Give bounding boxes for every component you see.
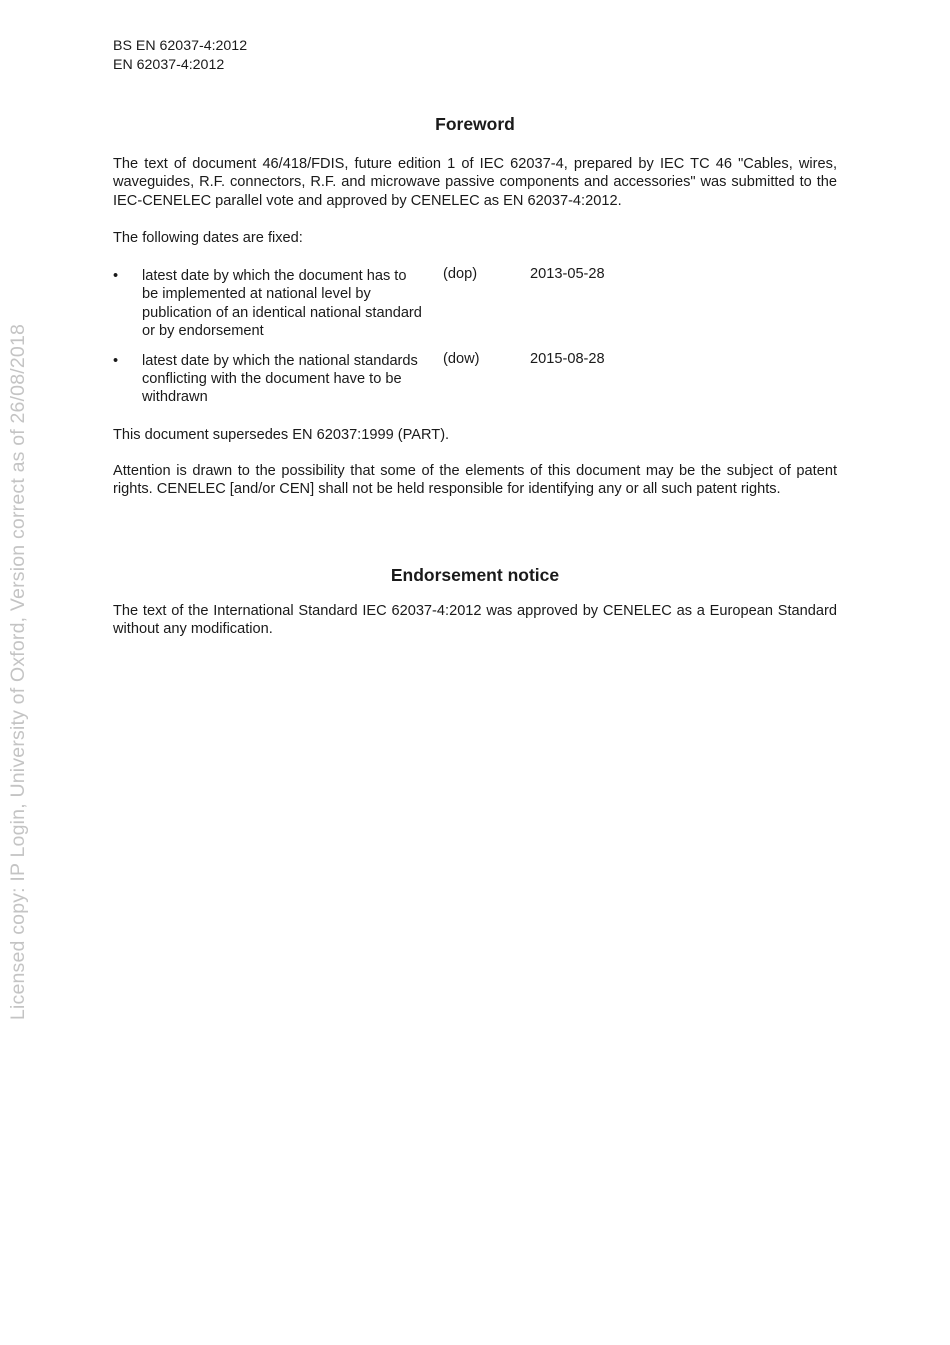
document-reference-header: [113, 37, 247, 75]
endorsement-notice-paragraph: The text of the International Standard IEC 62037-4:2012 was approved by CENELEC as a European Standard without any modification.: [113, 603, 837, 638]
date-code: (dow): [443, 350, 480, 367]
list-item: [113, 352, 837, 407]
foreword-intro-paragraph: The text of document 46/418/FDIS, future edition 1 of IEC 62037-4, prepared by IEC TC 46 "Cables, wires, waveguides, R.F. connectors, R.F. and microwave passive components and accessories" was submitted to the IEC-CENELEC parallel vote and approved by CENELEC as EN 62037-4:2012.: [113, 156, 837, 209]
supersedes-paragraph: This document supersedes EN 62037:1999 (PART).: [113, 427, 450, 443]
dates-intro-paragraph: The following dates are fixed:: [113, 230, 303, 246]
date-description: latest date by which the document has to be implemented at national level by publication of an identical national standard or by endorsement: [142, 268, 422, 340]
date-description: latest date by which the national standards conflicting with the document have to be withdrawn: [142, 352, 418, 406]
bullet-icon: •: [113, 352, 119, 369]
foreword-title: Foreword: [435, 114, 515, 134]
date-value: 2015-08-28: [530, 350, 605, 367]
endorsement-notice-title: Endorsement notice: [390, 565, 560, 585]
license-watermark: Licensed copy: IP Login, University of Oxford, Version correct as of 26/08/2018: [6, 323, 29, 1021]
dates-list: [113, 267, 837, 418]
date-code: (dop): [443, 266, 478, 282]
standard-number-bs: BS EN 62037-4:2012: [113, 38, 248, 54]
date-value: 2013-05-28: [530, 266, 605, 282]
list-item: [113, 267, 837, 341]
bullet-icon: •: [113, 268, 119, 284]
patent-attention-paragraph: Attention is drawn to the possibility that some of the elements of this document may be the subject of patent rights. CENELEC [and/or CEN] shall not be held responsible for identifying any or all such patent rights.: [113, 463, 837, 498]
standard-number-en: EN 62037-4:2012: [113, 57, 225, 73]
